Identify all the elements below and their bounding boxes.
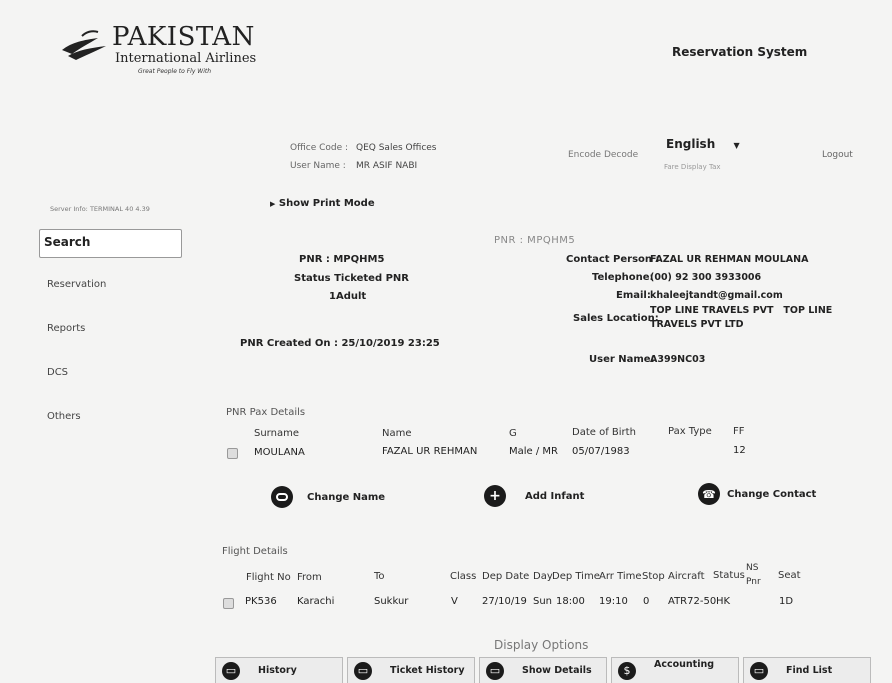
contact-user-label: User Name:	[589, 354, 655, 365]
contact-person-label: Contact Person :	[566, 254, 660, 265]
triangle-right-icon: ▶	[270, 200, 276, 208]
pax-name: FAZAL UR REHMAN	[382, 446, 478, 457]
flight-header-dep-date: Dep Date	[482, 571, 530, 582]
flight-header-pnr: Pnr	[746, 577, 761, 587]
plus-icon: +	[484, 485, 506, 507]
encode-decode-link[interactable]: Encode Decode	[568, 150, 639, 160]
flight-header-flight-no: Flight No	[246, 572, 291, 583]
flight-header-dep-time: Dep Time	[552, 571, 600, 582]
logo-bird-icon	[58, 28, 110, 64]
accounting-button[interactable]	[611, 657, 739, 683]
pnr-line: PNR : MPQHM5	[299, 254, 385, 265]
sidebar-item-dcs[interactable]: DCS	[47, 367, 69, 378]
email-label: Email:	[616, 290, 651, 301]
search-input[interactable]: Search	[39, 229, 182, 258]
flight-header-to: To	[374, 571, 385, 582]
find-list-icon: ▭	[750, 662, 768, 680]
sales-location-value-1: TOP LINE TRAVELS PVT TOP LINE	[650, 305, 833, 316]
office-code-label: Office Code :	[290, 143, 349, 153]
accounting-icon: $	[618, 662, 636, 680]
find-list-label: Find List	[786, 665, 833, 676]
sidebar-item-reservation[interactable]: Reservation	[47, 279, 107, 290]
swap-icon	[271, 486, 293, 508]
change-name-label: Change Name	[307, 491, 386, 503]
history-label: History	[258, 665, 297, 676]
contact-user-value: A399NC03	[650, 354, 706, 365]
show-details-icon: ▭	[486, 662, 504, 680]
ticket-history-icon: ▭	[354, 662, 372, 680]
telephone-value: (00) 92 300 3933006	[650, 272, 762, 283]
email-value: khaleejtandt@gmail.com	[650, 290, 783, 301]
user-name-label: User Name :	[290, 161, 346, 171]
flight-header-day: Day	[533, 571, 553, 582]
pax-row-checkbox[interactable]	[227, 448, 238, 459]
pax-header-surname: Surname	[254, 428, 299, 439]
accounting-label: Accounting	[654, 659, 715, 670]
flight-aircraft: ATR72-50	[668, 596, 717, 607]
find-list-button[interactable]	[743, 657, 871, 683]
language-value: English	[666, 137, 716, 151]
fare-display-link[interactable]: Fare Display Tax	[664, 163, 721, 171]
flight-from: Karachi	[297, 596, 335, 607]
flight-header-arr-time: Arr Time	[599, 571, 642, 582]
flight-header-ns: NS	[746, 563, 759, 573]
sidebar-item-others[interactable]: Others	[47, 411, 81, 422]
flight-header-status: Status	[713, 570, 745, 581]
chevron-down-icon: ▼	[733, 141, 740, 150]
pax-header-dob: Date of Birth	[572, 427, 636, 438]
show-details-button[interactable]	[479, 657, 607, 683]
flight-arr-time: 19:10	[599, 596, 628, 607]
change-name-button[interactable]	[271, 486, 385, 508]
pax-section-title: PNR Pax Details	[226, 407, 306, 418]
pax-ff: 12	[733, 445, 746, 456]
language-select[interactable]	[666, 137, 740, 151]
flight-header-class: Class	[450, 571, 477, 582]
brand-subtitle: International Airlines	[115, 51, 257, 66]
flight-seat: 1D	[779, 596, 794, 607]
pax-surname: MOULANA	[254, 447, 305, 458]
display-options-title: Display Options	[494, 638, 589, 652]
telephone-label: Telephone:	[592, 272, 654, 283]
brand-name: PAKISTAN	[112, 22, 255, 52]
flight-no: PK536	[245, 596, 277, 607]
ticket-history-label: Ticket History	[390, 665, 465, 676]
flight-row-checkbox[interactable]	[223, 598, 234, 609]
flight-section-title: Flight Details	[222, 546, 288, 557]
server-info: Server Info: TERMINAL 40 4.39	[50, 205, 150, 213]
add-infant-button[interactable]	[484, 485, 584, 507]
pnr-title: PNR : MPQHM5	[494, 235, 576, 246]
flight-header-stop: Stop	[642, 571, 665, 582]
pax-header-g: G	[509, 428, 517, 439]
pax-header-type: Pax Type	[668, 426, 712, 437]
ticket-history-button[interactable]	[347, 657, 475, 683]
user-name-value: MR ASIF NABI	[356, 161, 418, 171]
airline-logo	[56, 22, 266, 82]
flight-dep-time: 18:00	[556, 596, 585, 607]
pnr-status: Status Ticketed PNR	[294, 273, 410, 284]
pax-header-name: Name	[382, 428, 412, 439]
change-contact-button[interactable]	[698, 483, 816, 505]
add-infant-label: Add Infant	[525, 490, 585, 502]
brand-tagline: Great People to Fly With	[138, 68, 212, 75]
pax-gender: Male / MR	[509, 446, 558, 457]
system-title: Reservation System	[672, 45, 808, 59]
contact-person-value: FAZAL UR REHMAN MOULANA	[650, 254, 809, 265]
change-contact-label: Change Contact	[727, 488, 817, 500]
history-button[interactable]	[215, 657, 343, 683]
pnr-pax-count: 1Adult	[329, 291, 367, 302]
contact-icon: ☎	[698, 483, 720, 505]
pax-header-ff: FF	[733, 426, 745, 437]
pnr-created-on: PNR Created On : 25/10/2019 23:25	[240, 338, 440, 349]
flight-day: Sun	[533, 596, 553, 607]
show-print-mode-link[interactable]	[270, 198, 375, 209]
show-details-label: Show Details	[522, 665, 592, 676]
sales-location-label: Sales Location:	[573, 313, 659, 324]
flight-dep-date: 27/10/19	[482, 596, 527, 607]
sales-location-value-2: TRAVELS PVT LTD	[650, 319, 744, 330]
history-icon: ▭	[222, 662, 240, 680]
office-code-value: QEQ Sales Offices	[356, 143, 437, 153]
flight-status: HK	[716, 596, 731, 607]
show-print-mode-label: Show Print Mode	[278, 198, 375, 209]
logout-link[interactable]: Logout	[822, 150, 853, 160]
pax-dob: 05/07/1983	[572, 446, 630, 457]
flight-header-from: From	[297, 572, 322, 583]
flight-stop: 0	[643, 596, 650, 607]
flight-to: Sukkur	[374, 596, 409, 607]
sidebar-item-reports[interactable]: Reports	[47, 323, 86, 334]
flight-header-seat: Seat	[778, 570, 801, 581]
flight-header-aircraft: Aircraft	[668, 571, 705, 582]
flight-class: V	[451, 596, 458, 607]
